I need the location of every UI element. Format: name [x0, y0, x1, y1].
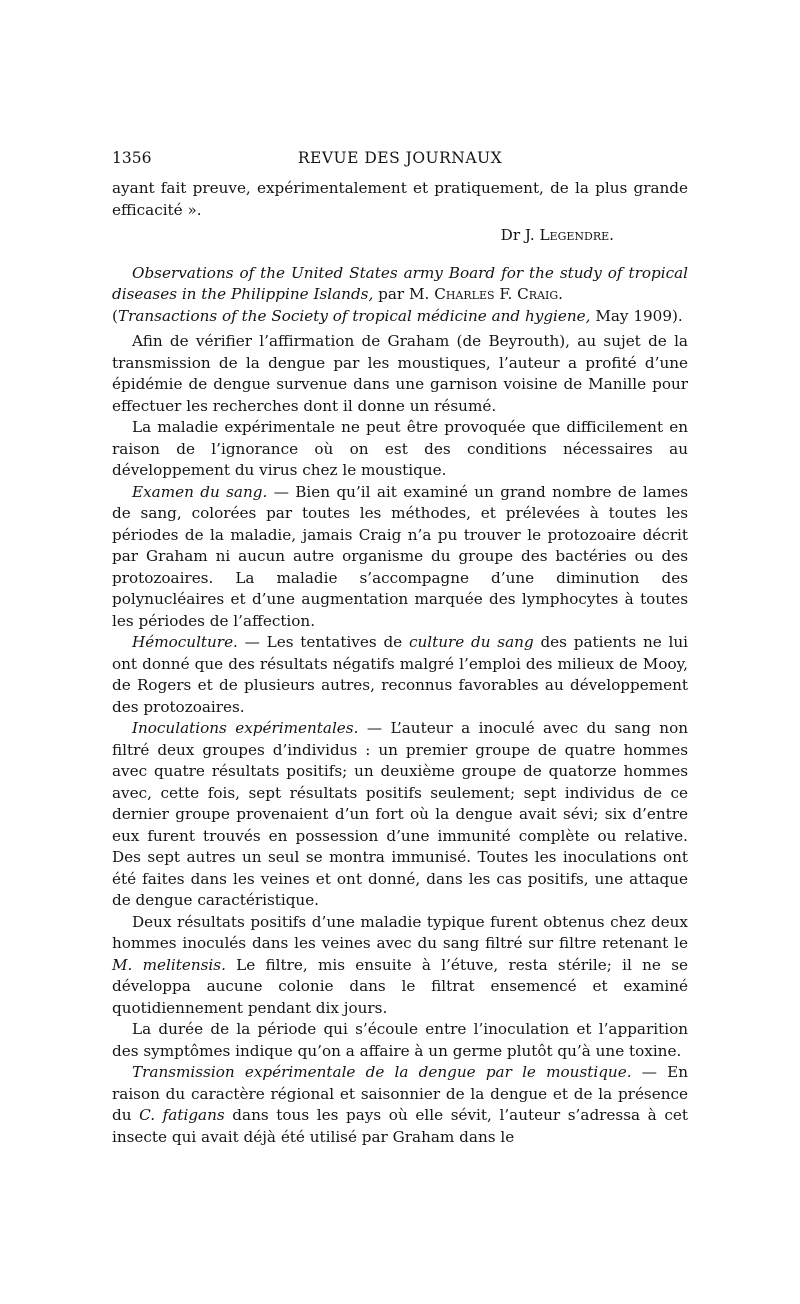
section-head-transmission: Transmission expérimentale de la dengue par le moustique.: [132, 1063, 632, 1081]
paragraph-hemoculture: [112, 632, 688, 718]
page-number: 1356: [112, 149, 152, 167]
running-title: REVUE DES JOURNAUX: [297, 149, 503, 167]
paragraph-filtered-text-a: Deux résultats positifs d’une maladie typique furent obtenus chez deux hommes inoculés dans les veines avec du sang filtré sur filtre retenant le: [112, 912, 688, 952]
paragraph-hemoculture-text-a: — Les tentatives de: [237, 633, 409, 651]
paragraph-transmission-text-b: dans tous les pays où elle sévit, l’auteur s’adressa à cet insecte qui avait déjà été utilisé par Graham dans le: [112, 1106, 688, 1146]
paragraph-blood-exam: [112, 482, 688, 633]
paragraph-transmission-text-a: — En raison du caractère régional et saisonnier de la dengue et de la présence du: [112, 1063, 688, 1124]
article-title: Observations of the United States army Board for the study of tropical diseases in the Philippine Islands,: [112, 263, 688, 303]
article-journal: Transactions of the Society of tropical médicine and hygiene,: [117, 306, 591, 325]
paragraph-hemoculture-text-b: des patients ne lui ont donné que des résultats négatifs malgré l’emploi des milieux de Mooy, de Rogers et de plusieurs autres, reconnus favorables au développement des protozoaires.: [112, 633, 688, 716]
signature-name: J. Legendre.: [524, 226, 614, 244]
journal-page: [112, 148, 688, 1148]
section-head-blood: Examen du sang.: [132, 482, 268, 501]
paragraph-filtered-emphasis: M. melitensis.: [112, 955, 226, 974]
section-head-hemoculture: Hémoculture.: [132, 633, 238, 651]
paragraph-mosquito-transmission: [112, 1062, 688, 1148]
article-par: par M.: [378, 285, 430, 303]
paragraph-filtered-blood: [112, 912, 688, 1020]
page-header: [112, 148, 688, 178]
paragraph-experimental-disease: La maladie expérimentale ne peut être provoquée que difficilement en raison de l’ignorance où on est des conditions nécessaires au développement du virus chez le moustique.: [112, 418, 688, 479]
section-head-inoculations: Inoculations expérimentales.: [132, 719, 359, 737]
paragraph-inoculations-text: — L’auteur a inoculé avec du sang non filtré deux groupes d’individus : un premier groupe de quatre hommes avec quatre résultats positifs; un deuxième groupe de quatorze hommes avec, cette fois, sept résultats positifs seulement; sept individus de ce dernier groupe provenaient d’un fort où la dengue avait sévi; six d’entre eux furent trouvés en possession d’une immunité complète ou relative. Des sept autres un seul se montra immunisé. Toutes les inoculations ont été faites dans les veines et ont donné, dans les cas positifs, une attaque de dengue caractéristique.: [112, 719, 688, 909]
paragraph-transmission-emphasis: C. fatigans: [139, 1106, 225, 1124]
signature: [112, 225, 688, 247]
article-date: May 1909).: [595, 306, 683, 325]
paragraph-blood-text: — Bien qu’il ait examiné un grand nombre de lames de sang, colorées par toutes les méthodes, et prélevées à toutes les périodes de la maladie, jamais Craig n’a pu trouver le protozoaire décrit par Graham ni aucun autre organisme du groupe des bactéries ou des protozoaires. La maladie s’accompagne d’une diminution des polynucléaires et d’une augmentation marquée des lymphocytes à toutes les périodes de l’affection.: [112, 482, 689, 630]
paragraph-incubation: La durée de la période qui s’écoule entre l’inoculation et l’apparition des symptômes indique qu’on a affaire à un germe plutôt qu’à une toxine.: [112, 1020, 688, 1060]
paragraph-hemoculture-emphasis: culture du sang: [408, 633, 534, 651]
article-reference: Observations of the United States army Board for the study of tropical diseases in the Philippine Islands, par M. Charles F. Craig. (Transactions of the Society of tropical médicine and hygiene, May 1909).: [112, 263, 688, 325]
signature-title: Dr: [500, 226, 521, 244]
paragraph-intro: Afin de vérifier l’affirmation de Graham (de Beyrouth), au sujet de la transmission de la dengue par les moustiques, l’auteur a profité d’une épidémie de dengue survenue dans une garnison voisine de Manille pour effectuer les recherches dont il donne un résumé.: [112, 332, 688, 415]
paragraph-inoculations: [112, 718, 688, 912]
paragraph-filtered-text-b: Le filtre, mis ensuite à l’étuve, resta stérile; il ne se développa aucune colonie dans le filtrat ensemencé et examiné quotidiennement pendant dix jours.: [112, 955, 688, 1017]
article-author: Charles F. Craig.: [434, 285, 563, 303]
carryover-paragraph: ayant fait preuve, expérimentalement et pratiquement, de la plus grande efficacité ».: [112, 179, 688, 219]
